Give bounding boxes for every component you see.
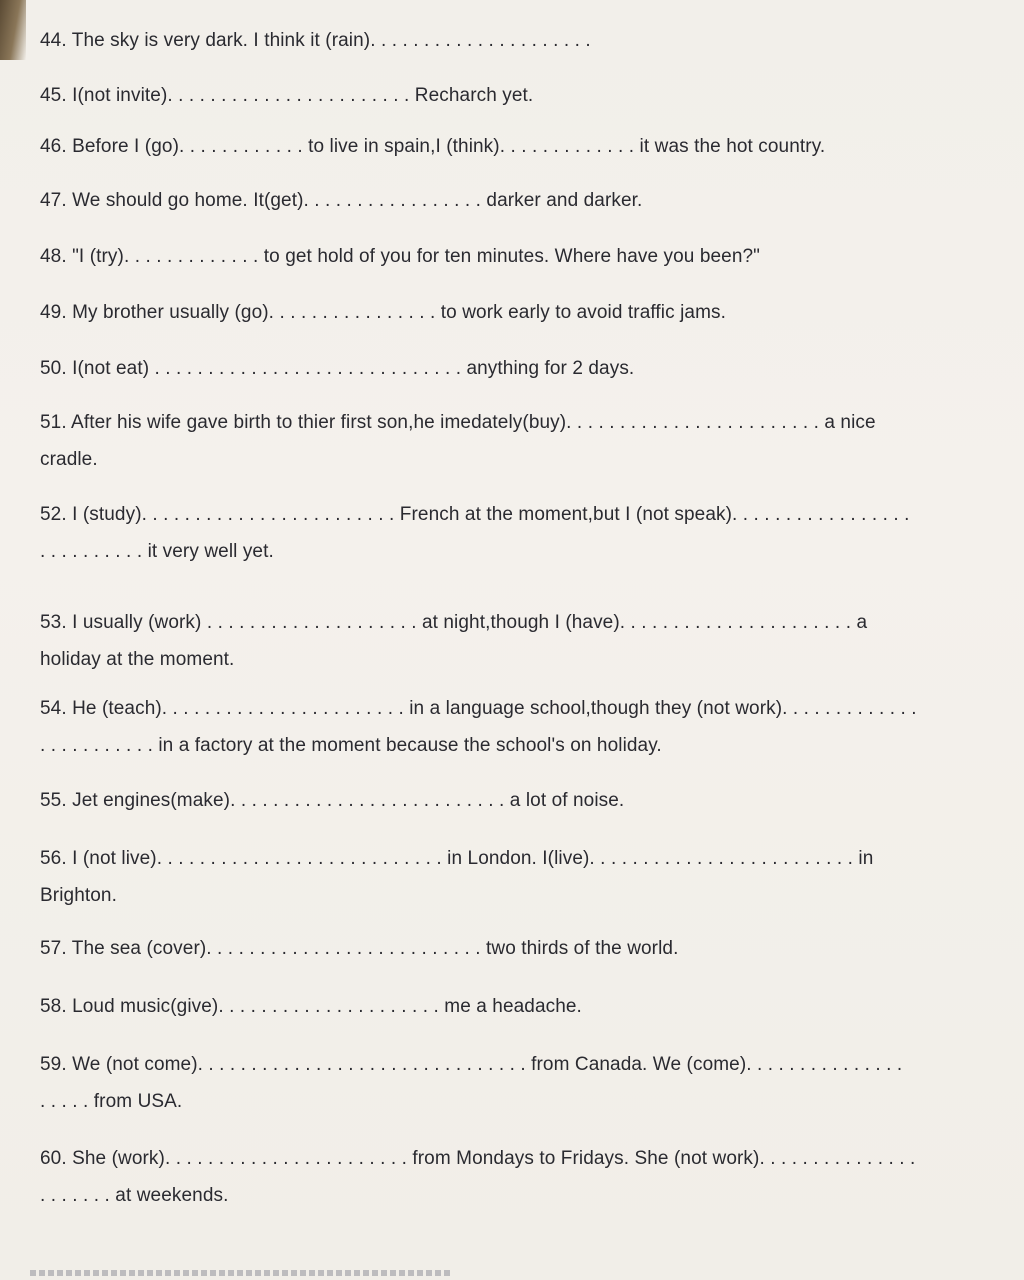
exercise-line: 47. We should go home. It(get). . . . . . . . . . . . . . . . . darker and darker. — [40, 190, 643, 211]
exercise-line: 45. I(not invite). . . . . . . . . . . . . . . . . . . . . . . Recharch yet. — [40, 85, 534, 106]
exercise-line: 59. We (not come). . . . . . . . . . . . . . . . . . . . . . . . . . . . . . . from Canada. We (come). . . . . . . . . . . . . . . — [40, 1054, 903, 1075]
exercise-line: 53. I usually (work) . . . . . . . . . . . . . . . . . . . . at night,though I (have). . . . . . . . . . . . . . . . . . . . . . a — [40, 612, 868, 633]
exercise-line: holiday at the moment. — [40, 649, 235, 670]
footer-divider — [30, 1270, 450, 1276]
exercise-56 — [40, 840, 1010, 914]
exercise-line: 44. The sky is very dark. I think it (rain). . . . . . . . . . . . . . . . . . . . . — [40, 30, 591, 51]
book-binding-shadow — [0, 0, 26, 60]
exercise-55 — [40, 782, 1010, 819]
exercise-line: 48. "I (try). . . . . . . . . . . . . to get hold of you for ten minutes. Where have you been?" — [40, 246, 760, 267]
exercise-51 — [40, 404, 1010, 478]
exercise-line: 55. Jet engines(make). . . . . . . . . . . . . . . . . . . . . . . . . . a lot of noise. — [40, 790, 625, 811]
exercise-line: 60. She (work). . . . . . . . . . . . . . . . . . . . . . . from Mondays to Fridays. She (not work). . . . . . . . . . . . . . . — [40, 1148, 916, 1169]
exercise-line: 50. I(not eat) . . . . . . . . . . . . . . . . . . . . . . . . . . . . . anything for 2 days. — [40, 358, 635, 379]
exercise-line: 46. Before I (go). . . . . . . . . . . . to live in spain,I (think). . . . . . . . . . . . . it was the hot country. — [40, 136, 826, 157]
exercise-line: . . . . . . . at weekends. — [40, 1185, 229, 1206]
exercise-57 — [40, 930, 1010, 967]
exercise-line: 51. After his wife gave birth to thier first son,he imedately(buy). . . . . . . . . . . . . . . . . . . . . . . . a nice — [40, 412, 876, 433]
exercise-line: 57. The sea (cover). . . . . . . . . . . . . . . . . . . . . . . . . . two thirds of the world. — [40, 938, 679, 959]
exercise-line: Brighton. — [40, 885, 117, 906]
exercise-53 — [40, 604, 1010, 678]
exercise-60 — [40, 1140, 1010, 1214]
exercise-line: cradle. — [40, 449, 98, 470]
exercise-49 — [40, 294, 1010, 331]
exercise-45 — [40, 77, 1010, 114]
exercise-line: 56. I (not live). . . . . . . . . . . . . . . . . . . . . . . . . . . in London. I(live). . . . . . . . . . . . . . . . . . . . . . . . . in — [40, 848, 874, 869]
exercise-line: . . . . . . . . . . it very well yet. — [40, 541, 274, 562]
exercise-line: 52. I (study). . . . . . . . . . . . . . . . . . . . . . . . French at the moment,but I (not speak). . . . . . . . . . . . . . . . . — [40, 504, 910, 525]
exercise-line: . . . . . . . . . . . in a factory at the moment because the school's on holiday. — [40, 735, 662, 756]
exercise-50 — [40, 350, 1010, 387]
exercise-48 — [40, 238, 1010, 275]
exercise-59 — [40, 1046, 1010, 1120]
exercise-44 — [40, 22, 1010, 59]
exercise-52 — [40, 496, 1010, 570]
exercise-line: 58. Loud music(give). . . . . . . . . . . . . . . . . . . . . me a headache. — [40, 996, 582, 1017]
exercise-46 — [40, 128, 1010, 165]
exercise-line: . . . . . from USA. — [40, 1091, 183, 1112]
exercise-line: 54. He (teach). . . . . . . . . . . . . . . . . . . . . . . in a language school,though they (not work). . . . . . . . . . . . . — [40, 698, 917, 719]
exercise-54 — [40, 690, 1010, 764]
exercise-line: 49. My brother usually (go). . . . . . . . . . . . . . . . to work early to avoid traffic jams. — [40, 302, 726, 323]
exercise-47 — [40, 182, 1010, 219]
exercise-58 — [40, 988, 1010, 1025]
